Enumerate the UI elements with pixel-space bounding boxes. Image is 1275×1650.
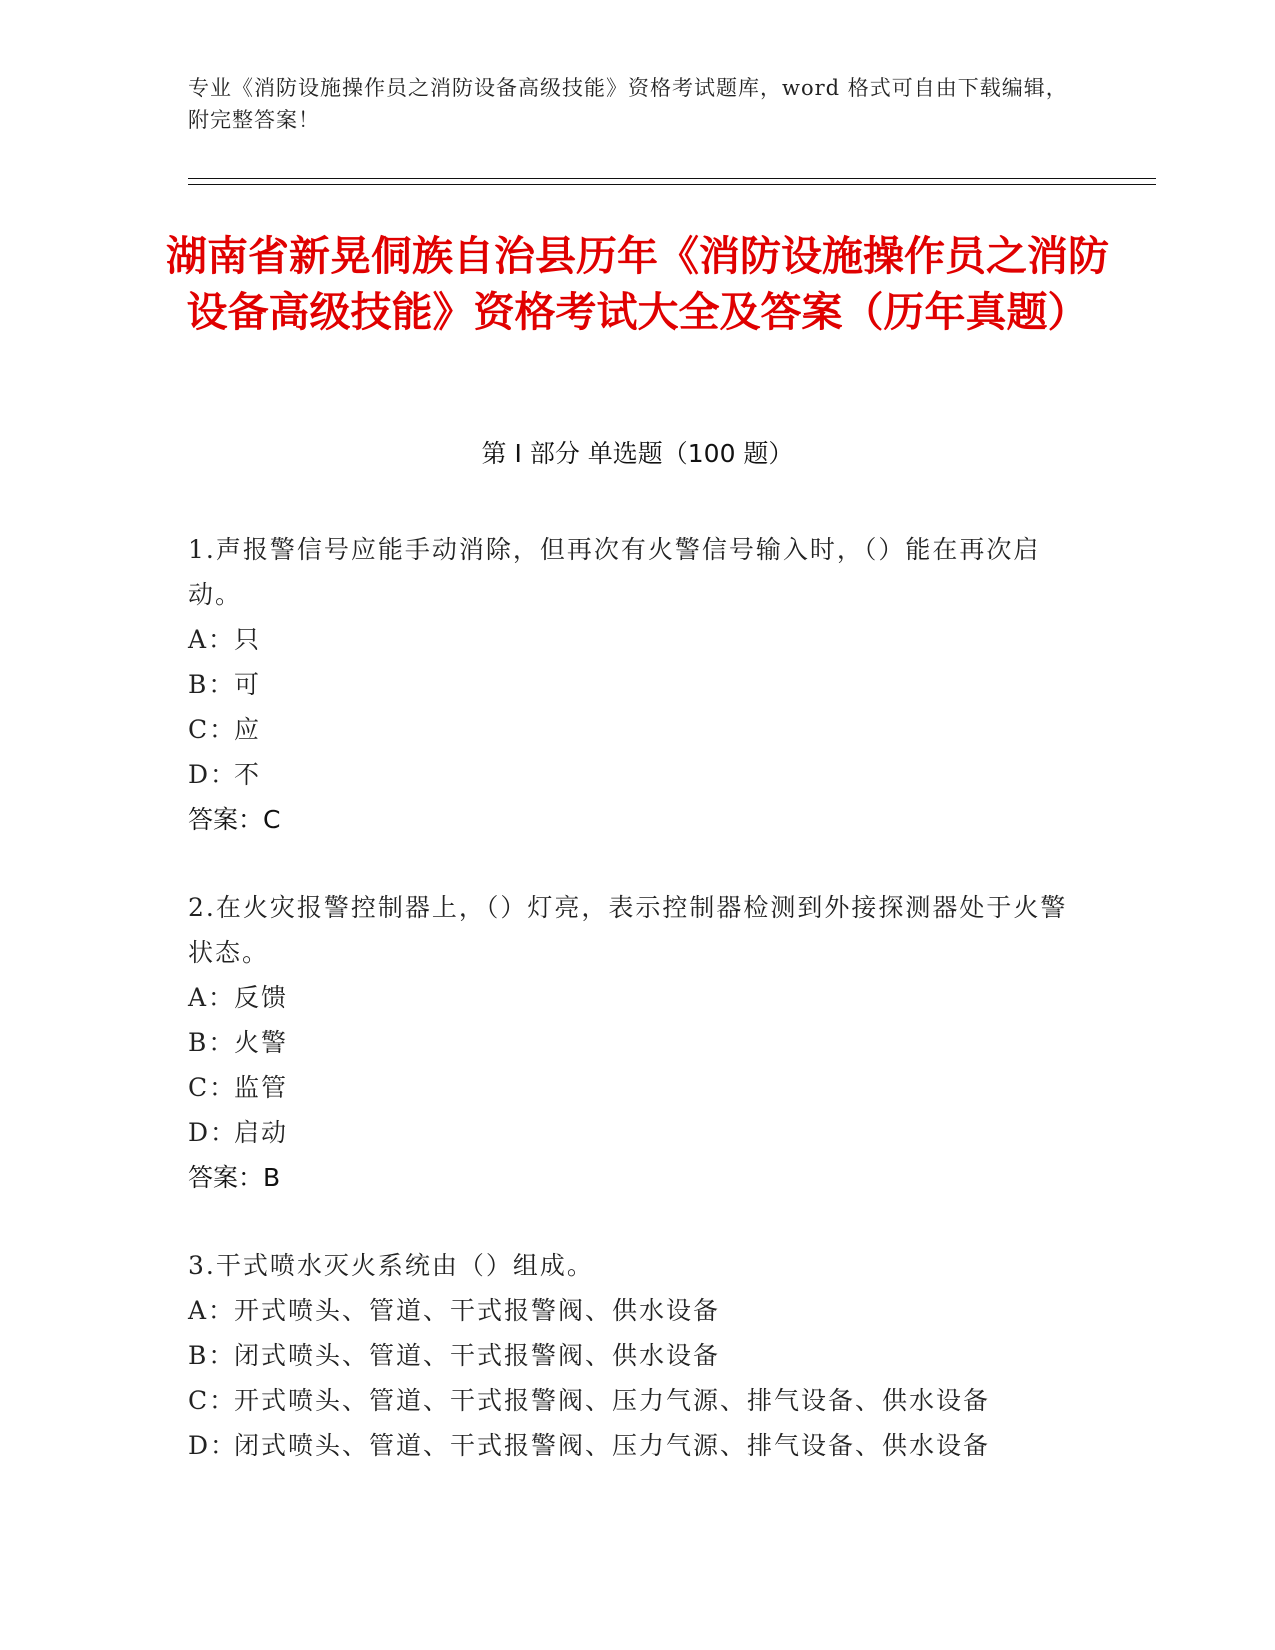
option-key: C： bbox=[188, 715, 237, 744]
option-key: A： bbox=[188, 625, 236, 654]
option-key: B： bbox=[188, 1341, 236, 1370]
option-key: B： bbox=[188, 1028, 236, 1057]
option-text: 不 bbox=[234, 760, 262, 789]
answer: 答案：C bbox=[188, 805, 281, 834]
option-text: 只 bbox=[234, 625, 262, 654]
header-rule-bottom bbox=[188, 184, 1156, 185]
option-key: D： bbox=[188, 1118, 238, 1147]
option-text: 启动 bbox=[234, 1118, 289, 1147]
option-b bbox=[188, 1020, 1068, 1065]
option-a bbox=[188, 975, 1068, 1020]
header-rule-top bbox=[188, 178, 1156, 179]
option-a bbox=[188, 617, 1068, 662]
option-d bbox=[188, 1423, 1068, 1468]
option-d bbox=[188, 752, 1068, 797]
option-key: A： bbox=[188, 983, 236, 1012]
option-key: C： bbox=[188, 1073, 237, 1102]
question-stem: 3.干式喷水灭火系统由（）组成。 bbox=[188, 1251, 594, 1280]
option-key: A： bbox=[188, 1296, 236, 1325]
option-text: 反馈 bbox=[234, 983, 289, 1012]
option-text: 监管 bbox=[234, 1073, 289, 1102]
option-text: 开式喷头、管道、干式报警阀、压力气源、排气设备、供水设备 bbox=[234, 1386, 991, 1415]
option-key: D： bbox=[188, 760, 238, 789]
option-key: D： bbox=[188, 1431, 238, 1460]
option-b bbox=[188, 662, 1068, 707]
option-text: 可 bbox=[234, 670, 262, 699]
option-c bbox=[188, 1378, 1068, 1423]
option-key: B： bbox=[188, 670, 236, 699]
question-3 bbox=[188, 1243, 1068, 1468]
option-c bbox=[188, 707, 1068, 752]
section-heading: 第 I 部分 单选题（100 题） bbox=[481, 439, 794, 468]
question-list bbox=[188, 527, 1068, 1510]
option-text: 闭式喷头、管道、干式报警阀、压力气源、排气设备、供水设备 bbox=[234, 1431, 991, 1460]
option-text: 开式喷头、管道、干式报警阀、供水设备 bbox=[234, 1296, 721, 1325]
option-text: 闭式喷头、管道、干式报警阀、供水设备 bbox=[234, 1341, 721, 1370]
option-key: C： bbox=[188, 1386, 237, 1415]
answer: 答案：B bbox=[188, 1163, 281, 1192]
document-title: 湖南省新晃侗族自治县历年《消防设施操作员之消防设备高级技能》资格考试大全及答案（历年真题） bbox=[166, 232, 1109, 336]
option-d bbox=[188, 1110, 1068, 1155]
option-text: 火警 bbox=[234, 1028, 289, 1057]
option-c bbox=[188, 1065, 1068, 1110]
question-1 bbox=[188, 527, 1068, 843]
header-note: 专业《消防设施操作员之消防设备高级技能》资格考试题库，word 格式可自由下载编辑，附完整答案！ bbox=[188, 76, 1068, 132]
question-stem: 1.声报警信号应能手动消除，但再次有火警信号输入时，（）能在再次启动。 bbox=[188, 535, 1041, 609]
question-2 bbox=[188, 885, 1068, 1201]
option-text: 应 bbox=[234, 715, 262, 744]
question-stem: 2.在火灾报警控制器上，（）灯亮，表示控制器检测到外接探测器处于火警状态。 bbox=[188, 893, 1068, 967]
option-b bbox=[188, 1333, 1068, 1378]
option-a bbox=[188, 1288, 1068, 1333]
